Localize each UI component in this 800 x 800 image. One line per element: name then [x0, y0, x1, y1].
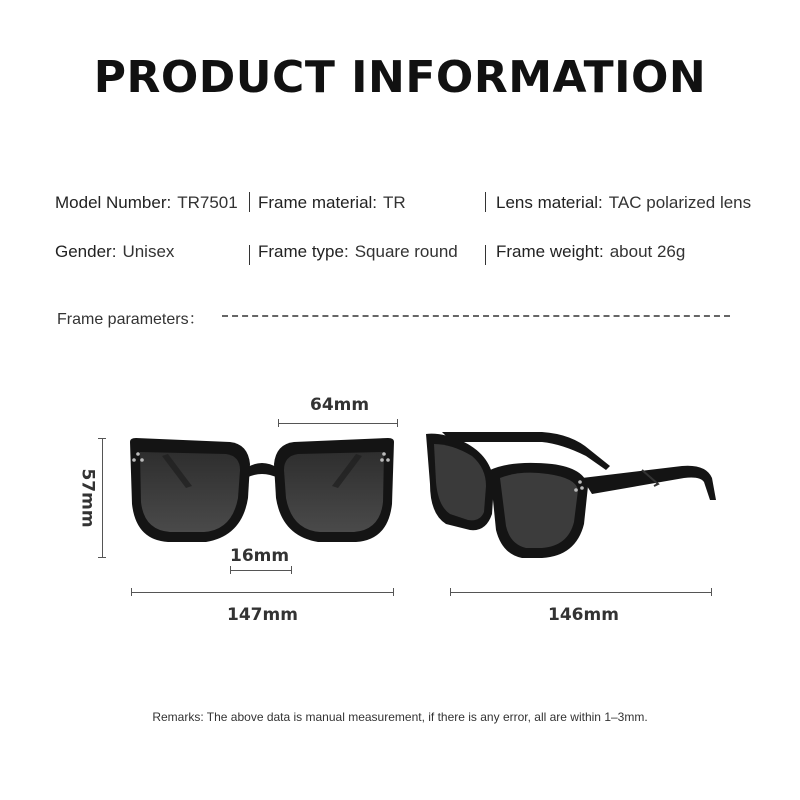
divider: [485, 245, 486, 265]
spec-value: TR7501: [177, 193, 238, 212]
measure-frame-width: 147mm: [227, 605, 298, 625]
divider: [485, 192, 486, 212]
spec-label: Lens material:: [496, 193, 603, 212]
spec-value: Square round: [354, 242, 458, 261]
spec-value: about 26g: [609, 242, 686, 261]
measure-lens-width: 64mm: [310, 395, 370, 415]
lens-height-line: [102, 438, 103, 558]
measure-bridge: 16mm: [230, 546, 290, 566]
frame-width-line: [131, 592, 394, 593]
measure-temple-length: 146mm: [548, 605, 619, 625]
spec-lens-material: [496, 193, 751, 213]
frame-parameters-label: Frame parameters：: [57, 311, 205, 328]
dashed-divider: [222, 315, 730, 317]
measure-lens-height: 57mm: [77, 468, 98, 528]
temple-length-line: [450, 592, 712, 593]
spec-label: Model Number:: [55, 193, 172, 212]
spec-label: Frame type:: [258, 242, 349, 261]
spec-frame-weight: [496, 242, 685, 262]
spec-label: Frame weight:: [496, 242, 604, 261]
divider: [249, 245, 250, 265]
remarks-note: Remarks: The above data is manual measurement, if there is any error, all are within 1–3mm.: [152, 710, 648, 724]
spec-model-number: [55, 193, 238, 213]
page-title: PRODUCT INFORMATION: [93, 52, 707, 103]
spec-label: Frame material:: [258, 193, 378, 212]
spec-value: TR: [383, 193, 406, 212]
bridge-line: [230, 570, 292, 571]
sunglasses-front-view: [122, 432, 402, 552]
spec-gender: [55, 242, 174, 262]
spec-frame-material: [258, 193, 406, 213]
spec-value: Unisex: [122, 242, 175, 261]
divider: [249, 192, 250, 212]
spec-value: TAC polarized lens: [608, 193, 752, 212]
sunglasses-side-view: [422, 424, 722, 564]
lens-width-line: [278, 423, 398, 424]
spec-frame-type: [258, 242, 458, 262]
spec-label: Gender:: [55, 242, 117, 261]
